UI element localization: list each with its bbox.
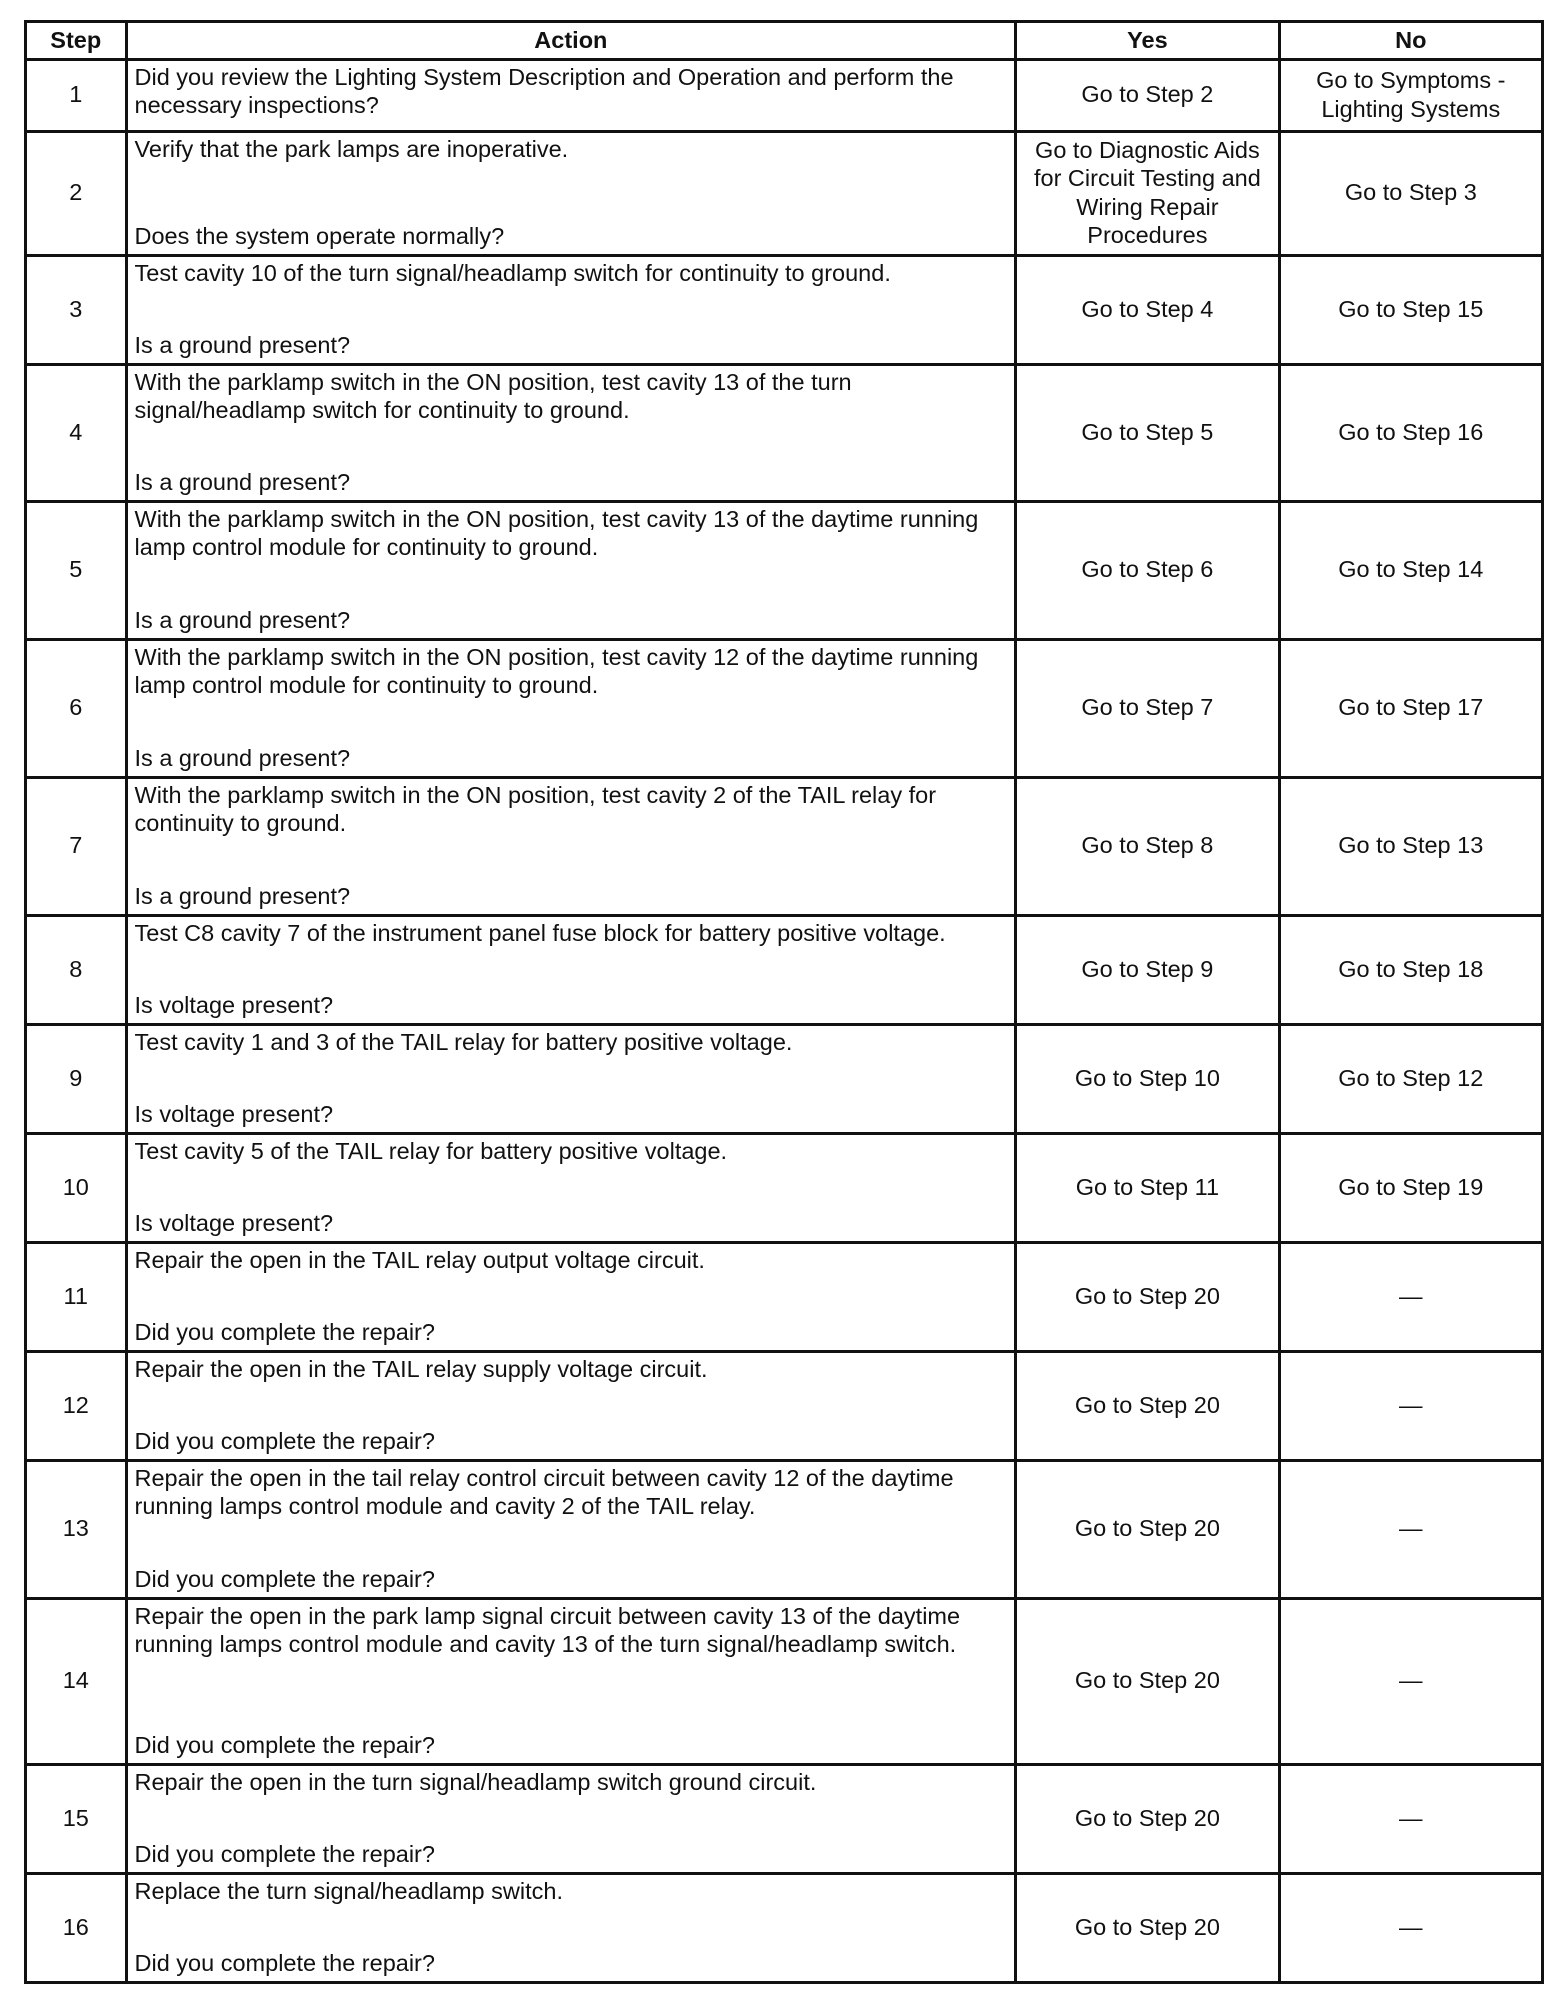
table-row <box>26 1765 1543 1874</box>
table-row <box>26 60 1543 132</box>
yes-result: Go to Step 20 <box>1016 1874 1279 1983</box>
step-number: 12 <box>26 1352 127 1461</box>
yes-result: Go to Step 7 <box>1016 640 1279 778</box>
action-stack <box>135 1877 1008 1977</box>
action-cell <box>126 1461 1016 1599</box>
yes-result: Go to Step 20 <box>1016 1599 1279 1765</box>
yes-result: Go to Diagnostic Aids for Circuit Testing and Wiring Repair Procedures <box>1016 132 1279 256</box>
action-question: Did you complete the repair? <box>134 1949 435 1976</box>
table-row <box>26 1599 1543 1765</box>
action-cell <box>126 1243 1016 1352</box>
yes-result: Go to Step 2 <box>1016 60 1279 132</box>
action-text: Repair the open in the tail relay control circuit between cavity 12 of the daytime running lamps control module and cavity 2 of the TAIL relay. <box>134 1465 954 1520</box>
action-question: Did you complete the repair? <box>134 1565 435 1592</box>
step-number: 16 <box>26 1874 127 1983</box>
step-number: 4 <box>26 365 127 502</box>
action-cell <box>126 1874 1016 1983</box>
no-result: Go to Step 16 <box>1279 365 1542 502</box>
action-stack <box>135 63 1008 126</box>
action-question: Is a ground present? <box>134 468 351 495</box>
table-row <box>26 365 1543 502</box>
action-text: Did you review the Lighting System Description and Operation and perform the necessary inspections? <box>134 64 954 119</box>
action-cell <box>126 916 1016 1025</box>
action-cell <box>126 1025 1016 1134</box>
action-text: Test cavity 1 and 3 of the TAIL relay for battery positive voltage. <box>134 1029 793 1055</box>
yes-result: Go to Step 10 <box>1016 1025 1279 1134</box>
yes-result: Go to Step 4 <box>1016 256 1279 365</box>
action-question: Is a ground present? <box>134 331 351 358</box>
table-row <box>26 1461 1543 1599</box>
no-result: Go to Step 12 <box>1279 1025 1542 1134</box>
no-result: — <box>1279 1874 1542 1983</box>
table-row <box>26 132 1543 256</box>
table-row <box>26 502 1543 640</box>
step-number: 1 <box>26 60 127 132</box>
action-text: With the parklamp switch in the ON position, test cavity 2 of the TAIL relay for continuity to ground. <box>134 782 937 837</box>
action-cell <box>126 1352 1016 1461</box>
step-number: 14 <box>26 1599 127 1765</box>
action-stack <box>135 781 1008 910</box>
action-text: With the parklamp switch in the ON position, test cavity 13 of the turn signal/headlamp switch for continuity to ground. <box>134 369 852 424</box>
action-cell <box>126 640 1016 778</box>
action-stack <box>135 1028 1008 1128</box>
no-result: — <box>1279 1599 1542 1765</box>
action-text: Repair the open in the turn signal/headlamp switch ground circuit. <box>134 1769 817 1795</box>
action-stack <box>135 135 1008 250</box>
action-text: Verify that the park lamps are inoperative. <box>134 136 569 162</box>
action-question: Is a ground present? <box>134 744 351 771</box>
no-result: — <box>1279 1765 1542 1874</box>
yes-result: Go to Step 6 <box>1016 502 1279 640</box>
action-cell <box>126 1134 1016 1243</box>
action-cell <box>126 502 1016 640</box>
table-row <box>26 1134 1543 1243</box>
header-row <box>26 22 1543 60</box>
action-text: With the parklamp switch in the ON position, test cavity 12 of the daytime running lamp control module for continuity to ground. <box>134 644 979 699</box>
step-number: 6 <box>26 640 127 778</box>
action-stack <box>135 1137 1008 1237</box>
action-question: Did you complete the repair? <box>134 1318 435 1345</box>
header-action: Action <box>126 22 1016 60</box>
header-no: No <box>1279 22 1542 60</box>
no-result: Go to Step 17 <box>1279 640 1542 778</box>
no-result: Go to Step 15 <box>1279 256 1542 365</box>
action-question: Is voltage present? <box>134 991 334 1018</box>
action-stack <box>135 505 1008 634</box>
action-question: Is voltage present? <box>134 1100 334 1127</box>
no-result: Go to Step 13 <box>1279 778 1542 916</box>
action-cell <box>126 1765 1016 1874</box>
step-number: 3 <box>26 256 127 365</box>
action-stack <box>135 368 1008 496</box>
action-stack <box>135 1768 1008 1868</box>
action-question: Does the system operate normally? <box>134 222 505 249</box>
step-number: 2 <box>26 132 127 256</box>
yes-result: Go to Step 20 <box>1016 1243 1279 1352</box>
step-number: 7 <box>26 778 127 916</box>
action-text: Repair the open in the park lamp signal circuit between cavity 13 of the daytime running lamps control module and cavity 13 of the turn signal/headlamp switch. <box>134 1603 961 1658</box>
action-question: Did you complete the repair? <box>134 1427 435 1454</box>
action-stack <box>135 1464 1008 1593</box>
table-row <box>26 916 1543 1025</box>
table-row <box>26 640 1543 778</box>
yes-result: Go to Step 9 <box>1016 916 1279 1025</box>
yes-result: Go to Step 8 <box>1016 778 1279 916</box>
action-stack <box>135 643 1008 772</box>
table-row <box>26 256 1543 365</box>
step-number: 15 <box>26 1765 127 1874</box>
action-cell <box>126 365 1016 502</box>
no-result: Go to Step 18 <box>1279 916 1542 1025</box>
table-row <box>26 778 1543 916</box>
step-number: 13 <box>26 1461 127 1599</box>
no-result: Go to Step 3 <box>1279 132 1542 256</box>
yes-result: Go to Step 20 <box>1016 1352 1279 1461</box>
action-cell <box>126 256 1016 365</box>
table-row <box>26 1243 1543 1352</box>
yes-result: Go to Step 11 <box>1016 1134 1279 1243</box>
step-number: 11 <box>26 1243 127 1352</box>
action-stack <box>135 919 1008 1019</box>
header-yes: Yes <box>1016 22 1279 60</box>
no-result: Go to Step 19 <box>1279 1134 1542 1243</box>
diagnostic-table <box>24 20 1544 1984</box>
step-number: 8 <box>26 916 127 1025</box>
action-question: Is voltage present? <box>134 1209 334 1236</box>
action-stack <box>135 1602 1008 1759</box>
no-result: — <box>1279 1352 1542 1461</box>
action-text: Replace the turn signal/headlamp switch. <box>134 1878 563 1904</box>
action-text: Test cavity 10 of the turn signal/headlamp switch for continuity to ground. <box>134 260 891 286</box>
header-step: Step <box>26 22 127 60</box>
no-result: Go to Symptoms - Lighting Systems <box>1279 60 1542 132</box>
no-result: — <box>1279 1461 1542 1599</box>
yes-result: Go to Step 20 <box>1016 1461 1279 1599</box>
no-result: — <box>1279 1243 1542 1352</box>
table-row <box>26 1352 1543 1461</box>
action-cell <box>126 60 1016 132</box>
action-cell <box>126 132 1016 256</box>
action-stack <box>135 1355 1008 1455</box>
action-question: Is a ground present? <box>134 606 351 633</box>
action-cell <box>126 1599 1016 1765</box>
action-text: Test cavity 5 of the TAIL relay for battery positive voltage. <box>134 1138 728 1164</box>
table-body <box>26 60 1543 1983</box>
action-question: Did you complete the repair? <box>134 1840 435 1867</box>
action-stack <box>135 1246 1008 1346</box>
action-cell <box>126 778 1016 916</box>
table-row <box>26 1025 1543 1134</box>
action-stack <box>135 259 1008 359</box>
no-result: Go to Step 14 <box>1279 502 1542 640</box>
yes-result: Go to Step 20 <box>1016 1765 1279 1874</box>
action-question: Did you complete the repair? <box>134 1731 435 1758</box>
action-question: Is a ground present? <box>134 882 351 909</box>
table-row <box>26 1874 1543 1983</box>
action-text: Repair the open in the TAIL relay output voltage circuit. <box>134 1247 705 1273</box>
step-number: 9 <box>26 1025 127 1134</box>
action-text: Repair the open in the TAIL relay supply voltage circuit. <box>134 1356 708 1382</box>
yes-result: Go to Step 5 <box>1016 365 1279 502</box>
action-text: Test C8 cavity 7 of the instrument panel fuse block for battery positive voltage. <box>134 920 946 946</box>
action-text: With the parklamp switch in the ON position, test cavity 13 of the daytime running lamp control module for continuity to ground. <box>134 506 979 561</box>
step-number: 5 <box>26 502 127 640</box>
step-number: 10 <box>26 1134 127 1243</box>
